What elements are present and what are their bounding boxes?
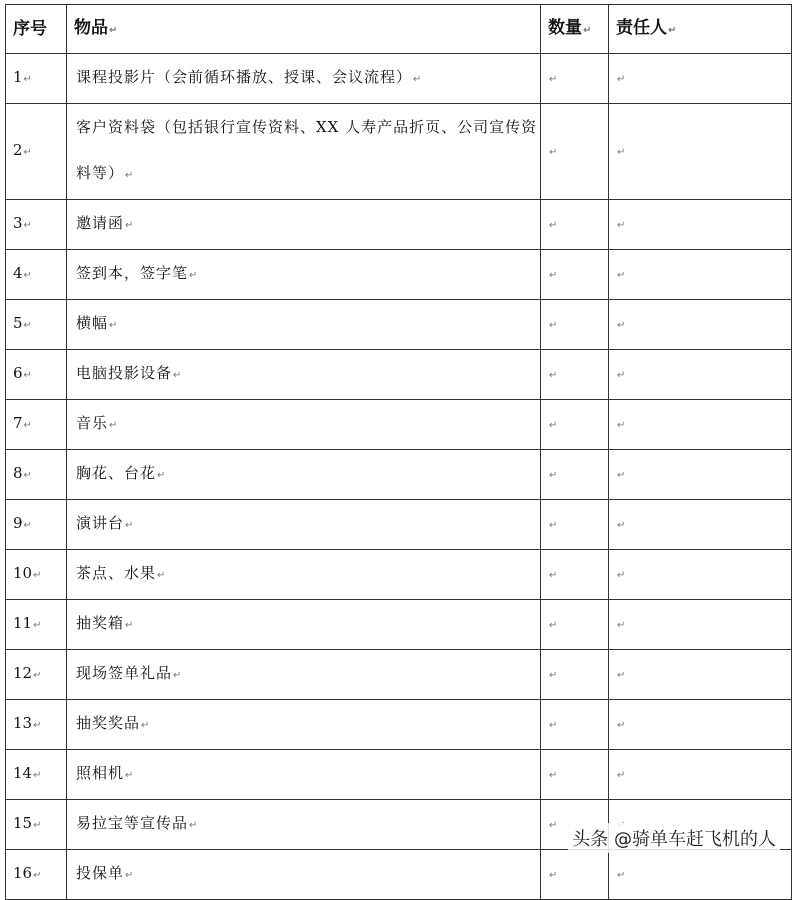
quantity-cell: ↵ [541, 750, 609, 800]
owner-cell: ↵ [609, 450, 792, 500]
item-cell: 现场签单礼品↵ [67, 650, 541, 700]
item-cell: 投保单↵ [67, 850, 541, 900]
owner-cell: ↵ [609, 54, 792, 104]
quantity-cell: ↵ [541, 350, 609, 400]
table-row [6, 200, 792, 250]
row-number-cell: 13↵ [6, 700, 67, 750]
table-row [6, 300, 792, 350]
table-row [6, 350, 792, 400]
row-number-cell: 16↵ [6, 850, 67, 900]
table-row [6, 250, 792, 300]
owner-cell: ↵ [609, 700, 792, 750]
quantity-cell: ↵ [541, 850, 609, 900]
item-cell: 客户资料袋（包括银行宣传资料、XX 人寿产品折页、公司宣传资料等）↵ [67, 104, 541, 200]
row-number-cell: 7↵ [6, 400, 67, 450]
row-number-cell: 9↵ [6, 500, 67, 550]
table-row [6, 500, 792, 550]
owner-cell: ↵ [609, 350, 792, 400]
owner-cell: ↵ [609, 300, 792, 350]
owner-cell: ↵ [609, 250, 792, 300]
quantity-cell: ↵ [541, 800, 609, 850]
quantity-cell: ↵ [541, 54, 609, 104]
row-number-cell: 8↵ [6, 450, 67, 500]
owner-cell: ↵ [609, 850, 792, 900]
item-cell: 胸花、台花↵ [67, 450, 541, 500]
table-row [6, 54, 792, 104]
row-number-cell: 4↵ [6, 250, 67, 300]
row-number-cell: 3↵ [6, 200, 67, 250]
table-row [6, 104, 792, 200]
header-row [6, 5, 792, 54]
row-number-cell: 2↵ [6, 104, 67, 200]
item-cell: 抽奖箱↵ [67, 600, 541, 650]
quantity-cell: ↵ [541, 400, 609, 450]
header-owner: 责任人↵ [609, 5, 792, 54]
header-no: 序号 [6, 5, 67, 54]
quantity-cell: ↵ [541, 250, 609, 300]
header-quantity: 数量↵ [541, 5, 609, 54]
header-item: 物品↵ [67, 5, 541, 54]
row-number-cell: 1↵ [6, 54, 67, 104]
owner-cell: ↵ [609, 750, 792, 800]
table-row [6, 750, 792, 800]
owner-cell: ↵ [609, 500, 792, 550]
watermark: 头条 @骑单车赶飞机的人 [568, 823, 780, 853]
table-row [6, 600, 792, 650]
table-row [6, 450, 792, 500]
table-row [6, 700, 792, 750]
row-number-cell: 6↵ [6, 350, 67, 400]
quantity-cell: ↵ [541, 104, 609, 200]
row-number-cell: 10↵ [6, 550, 67, 600]
table-row [6, 850, 792, 900]
quantity-cell: ↵ [541, 500, 609, 550]
item-cell: 邀请函↵ [67, 200, 541, 250]
quantity-cell: ↵ [541, 600, 609, 650]
item-cell: 易拉宝等宣传品↵ [67, 800, 541, 850]
owner-cell: ↵ [609, 200, 792, 250]
owner-cell: ↵ [609, 550, 792, 600]
item-cell: 电脑投影设备↵ [67, 350, 541, 400]
row-number-cell: 12↵ [6, 650, 67, 700]
item-cell: 茶点、水果↵ [67, 550, 541, 600]
row-number-cell: 15↵ [6, 800, 67, 850]
item-cell: 音乐↵ [67, 400, 541, 450]
quantity-cell: ↵ [541, 650, 609, 700]
quantity-cell: ↵ [541, 450, 609, 500]
row-number-cell: 5↵ [6, 300, 67, 350]
quantity-cell: ↵ [541, 550, 609, 600]
item-cell: 演讲台↵ [67, 500, 541, 550]
item-cell: 课程投影片（会前循环播放、授课、会议流程）↵ [67, 54, 541, 104]
quantity-cell: ↵ [541, 300, 609, 350]
quantity-cell: ↵ [541, 200, 609, 250]
supply-checklist-table [5, 4, 792, 900]
owner-cell: ↵ [609, 104, 792, 200]
owner-cell: ↵ [609, 650, 792, 700]
table-row [6, 650, 792, 700]
item-cell: 抽奖奖品↵ [67, 700, 541, 750]
item-cell: 照相机↵ [67, 750, 541, 800]
quantity-cell: ↵ [541, 700, 609, 750]
table-row [6, 550, 792, 600]
owner-cell: ↵ [609, 600, 792, 650]
table-row [6, 400, 792, 450]
owner-cell: ↵ [609, 400, 792, 450]
item-cell: 签到本，签字笔↵ [67, 250, 541, 300]
row-number-cell: 11↵ [6, 600, 67, 650]
row-number-cell: 14↵ [6, 750, 67, 800]
item-cell: 横幅↵ [67, 300, 541, 350]
